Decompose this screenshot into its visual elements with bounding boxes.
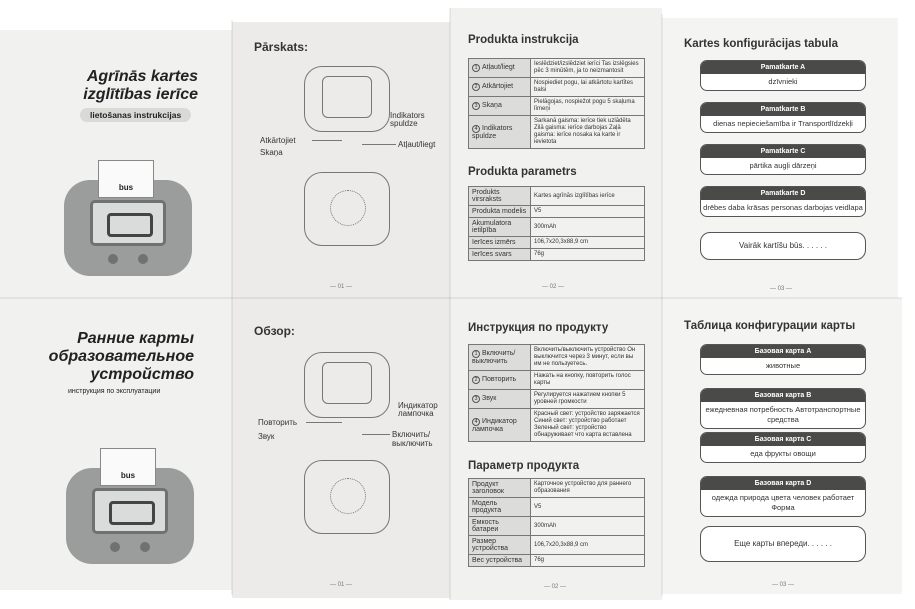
param-value: 300mAh xyxy=(531,218,645,237)
instruction-key: Включить/ выключить xyxy=(472,350,516,365)
param-value: Kartes agrīnās izglītības ierīce xyxy=(531,187,645,206)
instruction-value: Красный свет: устройство заряжается Синий свет: устройство работает Зеленый свет: устройство обнаруживает что карта вставлена xyxy=(531,409,645,442)
lv-label-indicator: Indikators spuldze xyxy=(390,111,425,128)
instruction-key: Индикатор лампочка xyxy=(472,417,517,433)
instruction-row xyxy=(469,116,645,149)
config-card-body: животные xyxy=(765,361,801,370)
step-number: 2 xyxy=(472,83,480,91)
ru-config-more: Еще карты впереди. . . . . . xyxy=(700,526,866,562)
config-card xyxy=(700,102,866,133)
param-row xyxy=(469,517,645,536)
ru-label-sound: Звук xyxy=(258,432,275,441)
config-card xyxy=(700,476,866,517)
step-number: 1 xyxy=(472,350,480,358)
instruction-key: Indikators spuldze xyxy=(472,124,513,140)
ru-overview-title: Обзор: xyxy=(254,324,295,338)
lv-cover-panel xyxy=(0,30,232,298)
ru-params-title: Параметр продукта xyxy=(468,460,580,472)
config-card-body: одежда природа цвета человек работает Форма xyxy=(711,493,855,512)
config-card-body: drēbes daba krāsas personas darbojas veidlapa xyxy=(703,203,863,212)
instruction-key: Atļaut/liegt xyxy=(482,64,515,71)
param-key: Produkts virsraksts xyxy=(469,187,531,206)
param-key: Ierīces izmērs xyxy=(469,237,531,249)
step-number: 3 xyxy=(472,395,480,403)
instruction-row xyxy=(469,409,645,442)
param-key: Produkta modelis xyxy=(469,206,531,218)
lv-overview-title: Pārskats: xyxy=(254,40,309,54)
param-row xyxy=(469,555,645,567)
config-card xyxy=(700,344,866,375)
lv-label-repeat: Atkārtojiet xyxy=(260,136,296,145)
lv-label-power: Atļaut/liegt xyxy=(398,140,436,149)
config-card-head: Базовая карта D xyxy=(701,477,865,490)
ru-cover-subtitle: инструкция по эксплуатации xyxy=(68,388,161,395)
config-card-head: Pamatkarte D xyxy=(701,187,865,200)
ru-instruction-panel: Инструкция по продукту 1 Включить/ выключить Включить/выключить устройство Он выключится через 3 минут, если вы им не пользуетесь. 2 Повторить Нажать на кнопку, повторить голос карты 3 Звук Регулируется нажатием кнопки 5 уровней громкости 4 Индикатор лампочка Красный свет: устройство заряжается Синий свет: устройство работает Зеленый свет: устройство обнаруживает что карта вставлена Параметр продукта Продукт заголовок Карточное устройство для раннего образования Модель продукта V5 Емкость батареи 300mAh Размер устройства 106,7x20,3x88,9 cm Вес устройства 76g — 02 — xyxy=(450,298,662,600)
ru-overview-panel: Обзор: Индикатор лампочка Повторить Звук Включить/ выключить — 01 — xyxy=(232,298,450,598)
instruction-value: Включить/выключить устройство Он выключится через 3 минут, если вы им не пользуетесь. xyxy=(531,345,645,371)
instruction-row xyxy=(469,390,645,409)
instruction-value: Pielāgojas, nospiežot pogu 5 skaļuma līmeņi xyxy=(531,97,645,116)
instruction-value: Ieslēdziet/izslēdziet ierīci Tas izslēgsies pēc 3 minūtēm, ja to neizmantosit xyxy=(531,59,645,78)
config-card xyxy=(700,144,866,175)
step-number: 3 xyxy=(472,102,480,110)
param-row xyxy=(469,536,645,555)
step-number: 4 xyxy=(472,125,480,133)
lv-instruction-table xyxy=(468,58,645,149)
ru-label-repeat: Повторить xyxy=(258,418,298,427)
param-row xyxy=(469,187,645,206)
instruction-value: Регулируется нажатием кнопки 5 уровней громкости xyxy=(531,390,645,409)
param-key: Емкость батареи xyxy=(469,517,531,536)
instruction-key: Atkārtojiet xyxy=(482,83,514,90)
instruction-row xyxy=(469,97,645,116)
param-row xyxy=(469,218,645,237)
param-value: Карточное устройство для раннего образования xyxy=(531,479,645,498)
param-key: Akumulatora ietilpība xyxy=(469,218,531,237)
param-value: V5 xyxy=(531,206,645,218)
instruction-key: Повторить xyxy=(482,376,517,383)
lv-config-more: Vairāk kartīšu būs. . . . . . xyxy=(700,232,866,260)
config-card-body: dienas nepieciešamība ir Transportlīdzekļi xyxy=(713,119,853,128)
config-card xyxy=(700,186,866,217)
device-card: bus xyxy=(98,160,154,198)
instruction-value: Sarkanā gaisma: ierīce tiek uzlādēta Zilā gaisma: ierīce darbojas Zaļā gaisma: ierīce nosaka ka karte ir ievietota xyxy=(531,116,645,149)
config-card-body: ежедневная потребность Автотранспортные средства xyxy=(705,405,861,424)
config-card-head: Pamatkarte C xyxy=(701,145,865,158)
param-value: 76g xyxy=(531,555,645,567)
ru-instruction-table xyxy=(468,344,645,442)
ru-instruction-title: Инструкция по продукту xyxy=(468,322,609,334)
ru-cover-title: Ранние карты образовательное устройство xyxy=(48,330,194,383)
lv-instruction-panel: Produkta instrukcija 1 Atļaut/liegt Ieslēdziet/izslēdziet ierīci Tas izslēgsies pēc 3 minūtēm, ja to neizmantosit 2 Atkārtojiet Nospiediet pogu, lai atkārtotu kartītes balsi 3 Skaņa Pielāgojas, nospiežot pogu 5 skaļuma līmeņi 4 Indikators spuldze Sarkanā gaisma: ierīce tiek uzlādēta Zilā gaisma: ierīce darbojas Zaļā gaisma: ierīce nosaka ka karte ir ievietota Produkta parametrs Produkts virsraksts Kartes agrīnās izglītības ierīce Produkta modelis V5 Akumulatora ietilpība 300mAh Ierīces izmērs 106,7x20,3x88,9 cm Ierīces svars 76g — 02 — xyxy=(450,8,662,298)
config-card-body: dzīvnieki xyxy=(768,77,798,86)
instruction-key: Skaņa xyxy=(482,102,502,109)
param-row xyxy=(469,206,645,218)
lv-instruction-title: Produkta instrukcija xyxy=(468,34,579,46)
param-value: 106,7x20,3x88,9 cm xyxy=(531,237,645,249)
bus-icon xyxy=(107,213,153,237)
param-row xyxy=(469,498,645,517)
instruction-row xyxy=(469,371,645,390)
instruction-value: Нажать на кнопку, повторить голос карты xyxy=(531,371,645,390)
lv-cover-subtitle: lietošanas instrukcijas xyxy=(80,108,191,122)
lv-config-title: Kartes konfigurācijas tabula xyxy=(684,38,839,50)
lv-params-table xyxy=(468,186,645,261)
speaker-icon xyxy=(330,478,366,514)
step-number: 2 xyxy=(472,376,480,384)
ru-config-title: Таблица конфигурации карты xyxy=(684,320,856,332)
ru-label-indicator: Индикатор лампочка xyxy=(398,401,438,418)
instruction-key: Звук xyxy=(482,395,497,402)
param-value: 76g xyxy=(531,249,645,261)
param-key: Вес устройства xyxy=(469,555,531,567)
config-card xyxy=(700,60,866,91)
param-value: V5 xyxy=(531,498,645,517)
param-row xyxy=(469,237,645,249)
instruction-row xyxy=(469,345,645,371)
step-number: 4 xyxy=(472,418,480,426)
param-key: Модель продукта xyxy=(469,498,531,517)
lv-cover-title: Agrīnās kartes izglītības ierīce xyxy=(83,68,198,103)
lv-overview-panel: Pārskats: Indikators spuldze Atkārtojiet Skaņa Atļaut/liegt — 01 — xyxy=(232,22,450,298)
config-card-body: pārtika augļi dārzeņi xyxy=(749,161,817,170)
param-row xyxy=(469,249,645,261)
param-row xyxy=(469,479,645,498)
bus-icon xyxy=(109,501,155,525)
config-card-head: Базовая карта C xyxy=(701,433,865,446)
config-card xyxy=(700,388,866,429)
lv-params-title: Produkta parametrs xyxy=(468,166,577,178)
param-value: 106,7x20,3x88,9 cm xyxy=(531,536,645,555)
ru-config-panel: Таблица конфигурации карты Базовая карта A животные Базовая карта B ежедневная потребность Автотранспортные средства Базовая карта C еда фрукты овощи Базовая карта D одежда природа цвета человек работает Форма Еще карты впереди. . . . . . — 03 — xyxy=(662,298,902,594)
param-key: Ierīces svars xyxy=(469,249,531,261)
device-card: bus xyxy=(100,448,156,486)
config-card-head: Pamatkarte A xyxy=(701,61,865,74)
config-card-body: еда фрукты овощи xyxy=(750,449,816,458)
config-card-head: Базовая карта A xyxy=(701,345,865,358)
config-card xyxy=(700,432,866,463)
ru-cover-panel xyxy=(0,298,232,590)
lv-label-sound: Skaņa xyxy=(260,148,283,157)
step-number: 1 xyxy=(472,64,480,72)
param-value: 300mAh xyxy=(531,517,645,536)
config-card-head: Pamatkarte B xyxy=(701,103,865,116)
lv-device-illustration xyxy=(64,180,192,276)
param-key: Размер устройства xyxy=(469,536,531,555)
speaker-icon xyxy=(330,190,366,226)
lv-config-panel: Kartes konfigurācijas tabula Pamatkarte A dzīvnieki Pamatkarte B dienas nepieciešamība ir Transportlīdzekļi Pamatkarte C pārtika augļi dārzeņi Pamatkarte D drēbes daba krāsas personas darbojas veidlapa Vairāk kartīšu būs. . . . . . — 03 — xyxy=(662,18,898,298)
param-key: Продукт заголовок xyxy=(469,479,531,498)
ru-device-illustration xyxy=(66,468,194,564)
instruction-row xyxy=(469,59,645,78)
ru-params-table xyxy=(468,478,645,567)
instruction-row xyxy=(469,78,645,97)
instruction-value: Nospiediet pogu, lai atkārtotu kartītes balsi xyxy=(531,78,645,97)
config-card-head: Базовая карта B xyxy=(701,389,865,402)
ru-label-power: Включить/ выключить xyxy=(392,430,433,448)
